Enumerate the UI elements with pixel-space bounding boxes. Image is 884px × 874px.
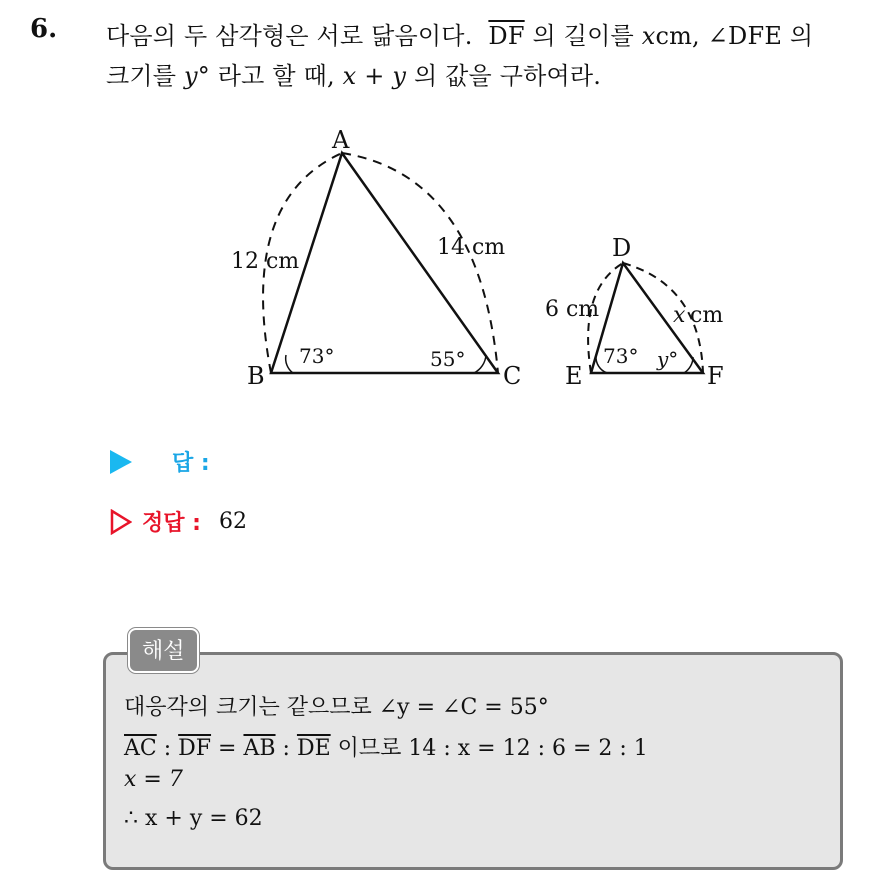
vertex-f-label: F: [707, 362, 724, 390]
x-value: x = 7: [124, 767, 183, 792]
solution-line-4: ∴ x + y = 62: [124, 806, 263, 831]
angle-b-arc: [286, 355, 293, 373]
play-outline-icon: [110, 509, 132, 535]
question-line-2: [106, 56, 601, 91]
ratio-separator: :: [275, 736, 297, 761]
question-text: 크기를: [106, 62, 184, 90]
question-number: 6.: [30, 14, 58, 44]
correct-answer-label: 정답 :: [142, 511, 201, 536]
big-triangle: [231, 126, 521, 390]
segment-df-overline: $\overline{DF}$: [488, 22, 525, 50]
question-text: 의 길이를: [524, 22, 642, 50]
question-text: 의 값을 구하여라.: [406, 62, 602, 90]
angle-e-label: 73°: [603, 344, 639, 368]
side-df-unit: cm: [690, 303, 724, 328]
angle-c-label: 55°: [430, 347, 466, 371]
ratio-equation: 이므로 14 : x = 12 : 6 = 2 : 1: [330, 736, 648, 761]
side-df-variable: x: [673, 303, 686, 328]
solution-line-1: 대응각의 크기는 같으므로 ∠y = ∠C = 55°: [124, 695, 549, 720]
solution-tag: 해설: [128, 628, 199, 673]
side-ab-label: 12 cm: [231, 249, 300, 274]
correct-answer-row: [110, 506, 247, 537]
small-triangle: [545, 234, 724, 390]
vertex-d-label: D: [612, 234, 632, 262]
vertex-e-label: E: [565, 362, 583, 390]
answer-label: 답 :: [172, 451, 210, 476]
vertex-a-label: A: [332, 126, 350, 154]
segment-ac-overline: $\overline{AC}$: [124, 736, 157, 761]
play-filled-icon: [110, 450, 132, 474]
expression-x-plus-y: x + y: [342, 62, 407, 90]
angle-b-label: 73°: [299, 344, 335, 368]
correct-answer-value: 62: [218, 509, 247, 534]
similar-triangles-figure: [0, 120, 884, 400]
side-de-label: 6 cm: [545, 297, 600, 322]
vertex-c-label: C: [503, 362, 522, 390]
question-text: cm, ∠DFE 의: [655, 22, 814, 50]
question-text: ° 라고 할 때,: [197, 62, 343, 90]
question-text: 다음의 두 삼각형은 서로 닮음이다.: [106, 22, 473, 50]
segment-df-overline: $\overline{DF}$: [178, 736, 212, 761]
question-line-1: [106, 16, 813, 51]
segment-ab-overline: $\overline{AB}$: [243, 736, 276, 761]
segment-de-overline: $\overline{DE}$: [296, 736, 331, 761]
variable-x: x: [641, 22, 656, 50]
angle-f-label: y°: [657, 347, 679, 371]
angle-c-arc: [474, 355, 486, 373]
solution-line-2: [124, 731, 648, 762]
answer-row: [110, 446, 210, 477]
variable-y: y: [183, 62, 198, 90]
triangle-abc: [271, 153, 498, 373]
side-ac-label: 14 cm: [437, 235, 506, 260]
solution-line-3: [124, 767, 183, 792]
vertex-b-label: B: [247, 362, 265, 390]
ratio-separator: :: [156, 736, 179, 761]
equals-sign: =: [211, 736, 244, 761]
